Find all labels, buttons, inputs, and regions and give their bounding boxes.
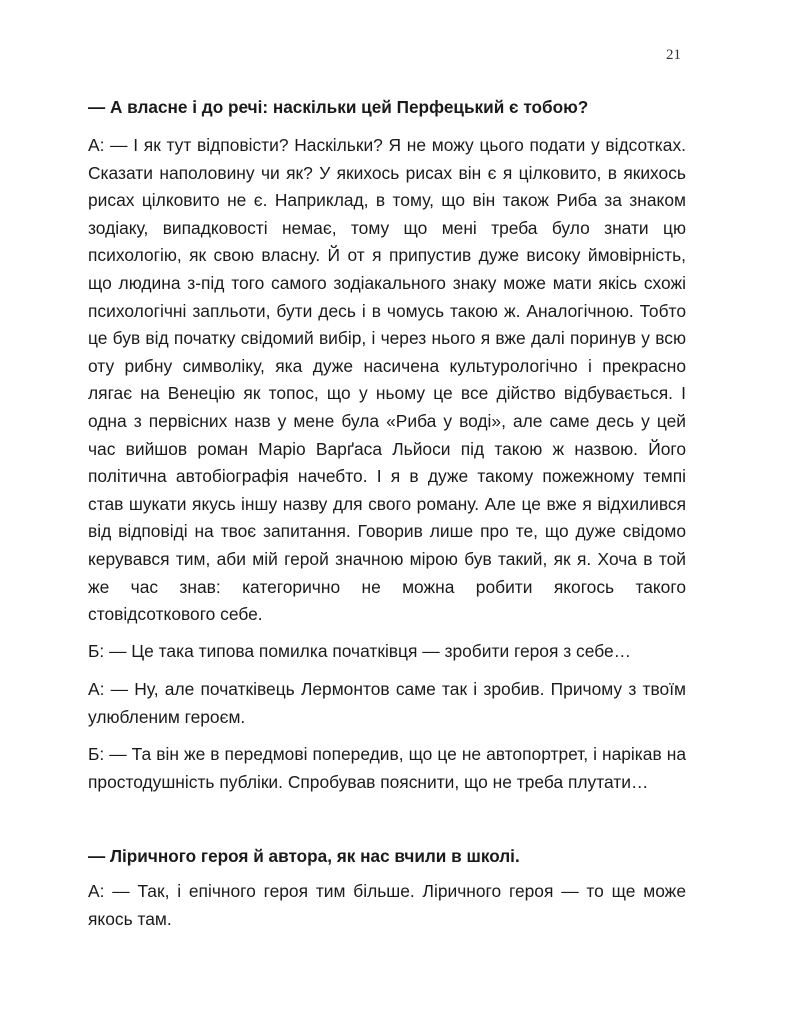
interview-question-2: — Ліричного героя й автора, як нас вчили в школі.	[88, 846, 520, 866]
interview-answer-4: Б: — Та він же в передмові попередив, що це не автопортрет, і нарікав на простодушність публіки. Спробував пояснити, що не треба плутати…	[88, 744, 686, 792]
page-number: 21	[666, 47, 681, 63]
interview-answer-3: А: — Ну, але початківець Лермонтов саме так і зробив. Причому з твоїм улюбленим героєм.	[88, 679, 686, 727]
interview-answer-5: А: — Так, і епічного героя тим більше. Ліричного героя — то ще може якось там.	[88, 881, 686, 929]
interview-answer-2: Б: — Це така типова помилка початківця — зробити героя з себе…	[88, 641, 632, 661]
interview-answer-1: А: — І як тут відповісти? Наскільки? Я не можу цього подати у відсотках. Сказати наполовину чи як? У якихось рисах він є я цілковито, в якихось рисах цілковито не є. Наприклад, в тому, що він також Риба за знаком зодіаку, випадковості немає, тому що мені треба було знати цю психологію, як свою власну. Й от я припустив дуже високу ймовірність, що людина з-під того самого зодіакального знаку може мати якісь схожі психологічні запльоти, бути десь і в чомусь такою ж. Аналогічною. Тобто це був від початку свідомий вибір, і через нього я вже далі поринув у всю оту рибну символіку, яка дуже насичена культурологічно і прекрасно лягає на Венецію як топос, що у ньому це все дійство відбувається. І одна з первісних назв у мене була «Риба у воді», але саме десь у цей час вийшов роман Маріо Варґаса Льйоси під такою ж назвою. Його політична автобіографія начебто. І я в дуже такому пожежному темпі став шукати якусь іншу назву для свого роману. Але це вже я відхилився від відповіді на твоє запитання. Говорив лише про те, що дуже свідомо керувався тим, аби мій герой значною мірою був такий, як я. Хоча в той же час знав: категорично не можна робити якогось такого стовідсоткового себе.	[88, 135, 686, 625]
interview-question-1: — А власне і до речі: наскільки цей Перфецький є тобою?	[88, 97, 589, 117]
